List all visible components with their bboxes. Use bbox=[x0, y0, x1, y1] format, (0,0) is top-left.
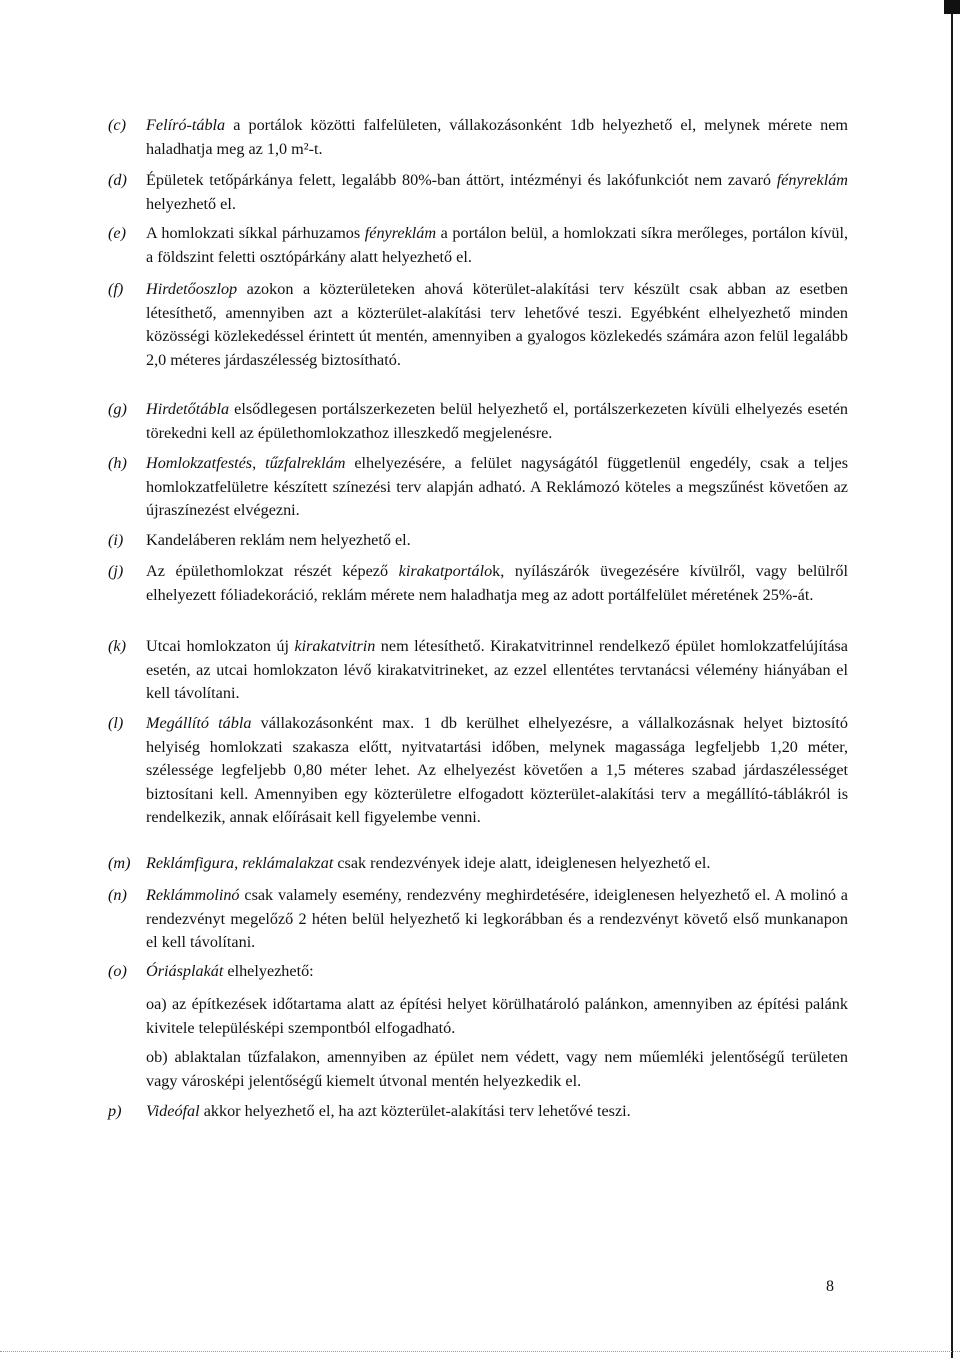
paragraph-g bbox=[108, 398, 848, 445]
subparagraph-ob: ob) ablaktalan tűzfalakon, amennyiben az épület nem védett, vagy nem műemléki jelentőségű területen vagy városképi jelentőségű kiemelt útvonal mentén helyezkedik el. bbox=[146, 1048, 848, 1090]
item-text: csak rendezvények ideje alatt, ideiglenesen helyezhető el. bbox=[333, 854, 711, 872]
item-label: (e) bbox=[108, 224, 126, 242]
paragraph-f bbox=[108, 278, 848, 372]
item-label: (m) bbox=[108, 854, 131, 872]
scan-corner-mark bbox=[944, 0, 960, 14]
item-label: (k) bbox=[108, 637, 126, 655]
item-text: nem létesíthető. Kirakatvitrinnel rendelkező épület homlokzatfelújítása esetén, az utcai homlokzaton lévő kirakatvitrineket, az ezzel ellentétes tervtanácsi vélemény hiányában el kell távolítani. bbox=[146, 637, 848, 703]
item-term: Óriásplakát bbox=[146, 962, 224, 980]
paragraph-m bbox=[108, 852, 848, 876]
paragraph-o bbox=[108, 960, 848, 984]
item-term: Homlokzatfestés, tűzfalreklám bbox=[146, 454, 346, 472]
item-term: Reklámfigura, reklámalakzat bbox=[146, 854, 334, 872]
item-label: (d) bbox=[108, 171, 127, 189]
paragraph-c bbox=[108, 114, 848, 161]
paragraph-k bbox=[108, 635, 848, 706]
item-label: p) bbox=[108, 1102, 122, 1120]
item-label: (h) bbox=[108, 454, 127, 472]
paragraph-p bbox=[108, 1100, 848, 1124]
item-text: a portálok közötti falfelületen, vállakozásonként 1db helyezhető el, melynek mérete nem haladhatja meg az 1,0 m²-t. bbox=[146, 116, 848, 158]
item-text: csak valamely esemény, rendezvény meghirdetésére, ideiglenesen helyezhető el. A molinó a rendezvényt megelőző 2 héten belül helyezhető ki legkorábban és a rendezvényt követő első munkanapon el kell távolítani. bbox=[146, 886, 848, 952]
item-text: a portálon belül, a homlokzati síkra merőleges, portálon kívül, a földszint feletti osztópárkány alatt helyezhető el. bbox=[146, 224, 848, 266]
paragraph-j bbox=[108, 560, 848, 607]
item-term: fényreklám bbox=[776, 171, 848, 189]
item-pre: A homlokzati síkkal párhuzamos bbox=[146, 224, 365, 242]
item-term: Hirdetőtábla bbox=[146, 400, 230, 418]
item-term: Reklámmolinó bbox=[146, 886, 240, 904]
item-text: elhelyezésére, a felület nagyságától függetlenül engedély, csak a teljes homlokzatfelületre készített színezési terv alapján adható. A Reklámozó köteles a megszűnést követően az újraszínezést elvégezni. bbox=[146, 454, 848, 520]
paragraph-h bbox=[108, 452, 848, 523]
item-term: Videófal bbox=[146, 1102, 200, 1120]
item-label: (j) bbox=[108, 562, 124, 580]
paragraph-d bbox=[108, 169, 848, 216]
item-text: azokon a közterületeken ahová köterület-alakítási terv készült csak abban az esetben létesíthető, amennyiben azt a közterület-alakítási terv lehetővé teszi. Egyébként elhelyezhető minden közösségi közlekedéssel érintett út mentén, amennyiben a gyalogos közlekedés számára azon felül legalább 2,0 méteres járdaszélesség biztosítható. bbox=[146, 280, 848, 369]
item-pre: Utcai homlokzaton új bbox=[146, 637, 295, 655]
item-term: Hirdetőoszlop bbox=[146, 280, 238, 298]
item-term: Megállító tábla bbox=[146, 714, 252, 732]
page-number: 8 bbox=[826, 1278, 834, 1295]
item-label: (l) bbox=[108, 714, 124, 732]
item-text: akkor helyezhető el, ha azt közterület-alakítási terv lehetővé teszi. bbox=[199, 1102, 631, 1120]
item-label: (o) bbox=[108, 962, 127, 980]
item-text: elsődlegesen portálszerkezeten belül helyezhető el, portálszerkezeten kívüli elhelyezés esetén törekedni kell az épülethomlokzathoz illeszkedő megjelenésre. bbox=[146, 400, 848, 442]
paragraph-e bbox=[108, 222, 848, 269]
item-label: (g) bbox=[108, 400, 127, 418]
subparagraph-oa: oa) az építkezések időtartama alatt az építési helyet körülhatároló palánkon, amennyiben az építési palánk kivitele településképi szempontból elfogadható. bbox=[146, 995, 848, 1037]
item-text: helyezhető el. bbox=[146, 194, 236, 213]
item-term: fényreklám bbox=[364, 224, 437, 242]
item-term: kirakatvitrin bbox=[294, 637, 376, 655]
item-label: (i) bbox=[108, 531, 124, 549]
paragraph-l bbox=[108, 712, 848, 830]
paragraph-i bbox=[108, 529, 848, 553]
item-pre: Az épülethomlokzat részét képező bbox=[146, 562, 399, 580]
item-pre: Épületek tetőpárkánya felett, legalább 80%-ban áttört, intézményi és lakófunkciót nem zavaró bbox=[146, 171, 777, 189]
item-text: vállakozásonként max. 1 db kerülhet elhelyezésre, a vállalkozásnak helyet biztosító helyiség homlokzati szakasza előtt, nyitvatartási időben, melynek magassága legfeljebb 1,20 méter, szélessége legfeljebb 0,80 méter lehet. Az elhelyezést követően a 1,5 méteres szabad járdaszélességet biztosítani kell. Amennyiben egy közterületre elfogadott közterület-alakítási terv a megállító-táblákról is rendelkezik, annak előírásait kell figyelembe venni. bbox=[146, 714, 849, 827]
item-label: (f) bbox=[108, 280, 124, 298]
scan-edge-line bbox=[951, 0, 953, 1358]
item-term: Felíró-tábla bbox=[146, 116, 226, 134]
scan-bottom-edge bbox=[0, 1351, 960, 1352]
item-text: k, nyílászárók üvegezésére kívülről, vagy belülről elhelyezett fóliadekoráció, reklám mérete nem haladhatja meg az adott portálfelület méretének 25%-át. bbox=[146, 562, 848, 604]
item-text: elhelyezhető: bbox=[223, 962, 314, 980]
item-term: kirakatportálo bbox=[398, 562, 493, 580]
item-pre: Kandeláberen reklám nem helyezhető el. bbox=[146, 531, 411, 549]
paragraph-n bbox=[108, 884, 848, 955]
item-label: (c) bbox=[108, 116, 126, 134]
item-label: (n) bbox=[108, 886, 127, 904]
